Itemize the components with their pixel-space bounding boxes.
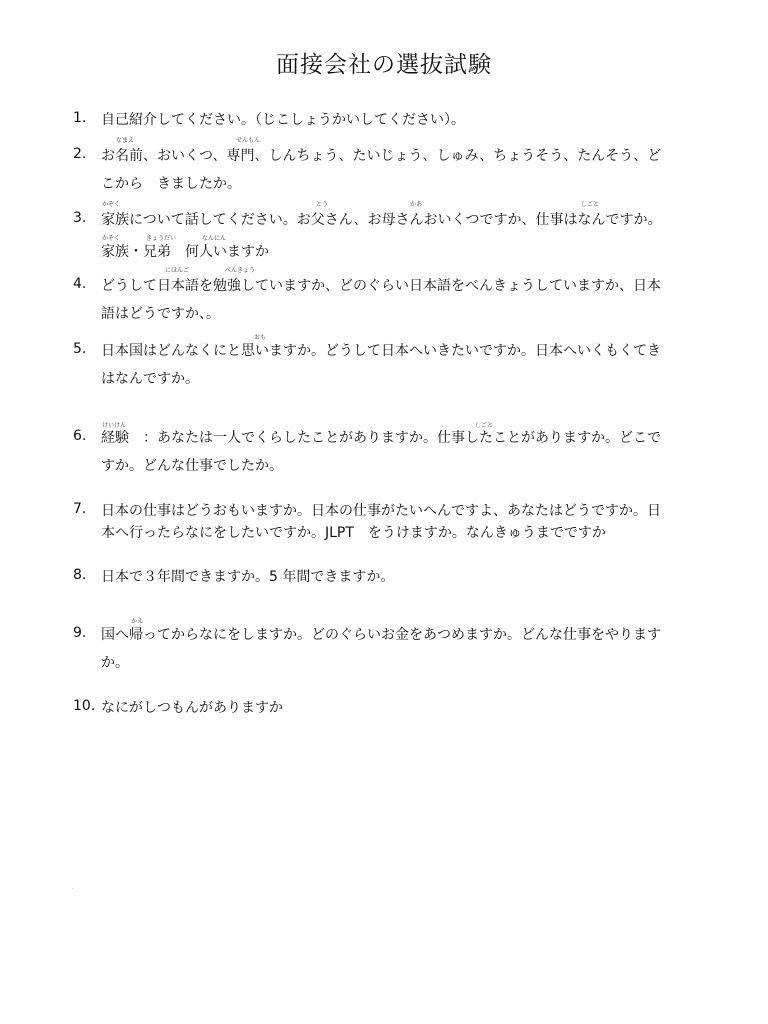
furigana: かえ	[131, 618, 144, 625]
question-line: 自己紹介してください。（じこしょうかいしてください）。	[101, 112, 465, 128]
question-line: 日本で３年間できますか。5 年間できますか。	[101, 569, 395, 585]
furigana: なんにん	[202, 235, 227, 242]
question-number: 3.	[73, 210, 87, 226]
question-number: 4.	[73, 276, 87, 292]
furigana: おも	[254, 334, 267, 341]
furigana: けいけん	[102, 422, 127, 429]
question-line: どうして日本語を勉強していますか、どのぐらい日本語をべんきょうしていますか、日本	[101, 278, 661, 294]
question-line: 本へ行ったらなにをしたいですか。JLPT をうけますか。なんきゅうまでですか	[101, 525, 606, 541]
question-number: 9.	[73, 625, 87, 641]
question-line: なにがしつもんがありますか	[101, 700, 283, 716]
question-number: 2.	[73, 146, 87, 162]
question-number: 5.	[73, 341, 87, 357]
furigana: にほんご	[165, 267, 190, 274]
question-line: 語はどうですか、。	[101, 306, 220, 322]
question-line: お名前、おいくつ、専門、しんちょう、たいじょう、しゅみ、ちょうそう、たんそう、ど	[101, 148, 662, 164]
stray-mark: ·	[72, 886, 74, 893]
furigana: べんきょう	[225, 267, 256, 274]
furigana: なまえ	[116, 137, 135, 144]
question-line: 国へ帰ってからなにをしますか。どのぐらいお金をあつめますか。どんな仕事をやります	[101, 627, 661, 643]
furigana: しごと	[475, 422, 494, 429]
furigana: せんもん	[236, 137, 261, 144]
question-line: 日本の仕事はどうおもいますか。日本の仕事がたいへんですよ、あなたはどうですか。日	[101, 503, 661, 519]
question-number: 8.	[73, 567, 87, 583]
furigana: とう	[316, 201, 329, 208]
question-line: こから きましたか。	[101, 176, 241, 192]
question-line: 経験 ：あなたは一人でくらしたことがありますか。仕事したことがありますか。どこで	[101, 430, 661, 446]
furigana: かあ	[410, 201, 423, 208]
question-line: すか。どんな仕事でしたか。	[101, 458, 283, 474]
question-number: 10.	[73, 698, 96, 714]
furigana: かぞく	[102, 235, 121, 242]
question-line: はなんですか。	[101, 371, 199, 387]
question-number: 6.	[73, 428, 87, 444]
furigana: かぞく	[102, 201, 121, 208]
question-number: 1.	[73, 110, 87, 126]
question-line: か。	[101, 655, 129, 671]
furigana: しごと	[581, 201, 600, 208]
question-line: 家族・兄弟 何人いますか	[101, 244, 269, 260]
question-line: 家族について話してください。お父さん、お母さんおいくつですか、仕事はなんですか。	[101, 212, 662, 228]
page-title: 面接会社の選抜試験	[276, 52, 492, 78]
question-line: 日本国はどんなくにと思いますか。どうして日本へいきたいですか。日本へいくもくてき	[101, 343, 661, 359]
question-number: 7.	[73, 501, 87, 517]
furigana: きょうだい	[146, 235, 177, 242]
